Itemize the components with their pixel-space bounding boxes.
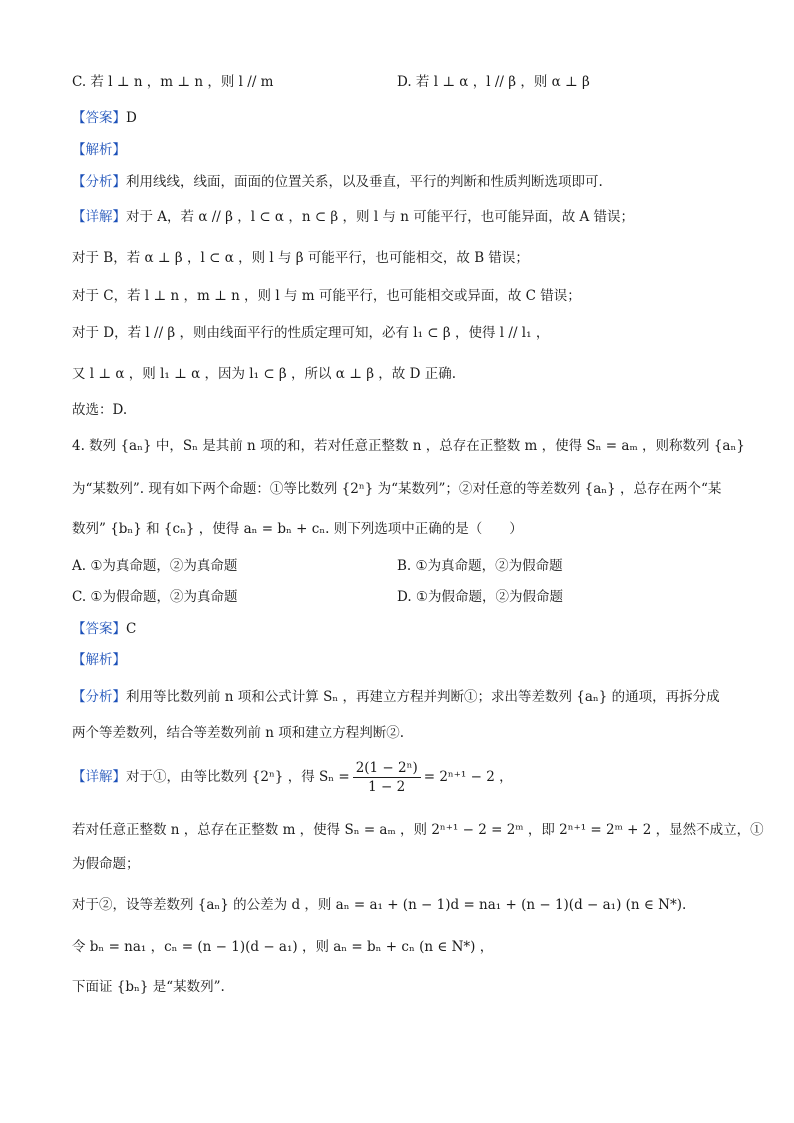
q4-detail-2-line2: 为假命题； xyxy=(72,856,140,872)
q4-detail-1 xyxy=(72,758,513,796)
q3-option-c: C. 若 l ⊥ n ，m ⊥ n ，则 l // m xyxy=(72,74,274,90)
q3-fenxi xyxy=(72,173,603,191)
fenxi-text: 利用线线，线面，面面的位置关系，以及垂直，平行的判断和性质判断选项即可. xyxy=(126,174,603,190)
q4-option-b: B. ①为真命题，②为假命题 xyxy=(397,558,563,574)
q4-option-d: D. ①为假命题，②为假命题 xyxy=(397,589,564,605)
detail-1-pre: 对于①，由等比数列 {2ⁿ} ，得 Sₙ = xyxy=(126,769,350,785)
fenxi-text-1: 利用等比数列前 n 项和公式计算 Sₙ ，再建立方程并判断①；求出等差数列 {aₙ} 的通项，再拆分成 xyxy=(126,689,720,705)
q4-answer xyxy=(72,620,136,638)
q4-detail-5: 下面证 {bₙ} 是“某数列”. xyxy=(72,979,225,995)
analysis-label: 【解析】 xyxy=(72,652,126,668)
answer-label: 【答案】 xyxy=(72,110,126,126)
q4-stem-line3: 数列” {bₙ} 和 {cₙ} ，使得 aₙ = bₙ + cₙ. 则下列选项中正确的是（ ） xyxy=(72,521,523,537)
q3-detail-b: 对于 B，若 α ⊥ β ，l ⊂ α ，则 l 与 β 可能平行，也可能相交，故 B 错误； xyxy=(72,250,529,266)
detail-a-text: 对于 A，若 α // β ，l ⊂ α ，n ⊂ β ，则 l 与 n 可能平行，也可能异面，故 A 错误； xyxy=(126,209,635,225)
q3-option-d: D. 若 l ⊥ α ，l // β ，则 α ⊥ β xyxy=(397,74,590,90)
q3-detail-c: 对于 C，若 l ⊥ n ，m ⊥ n ，则 l 与 m 可能平行，也可能相交或异面，故 C 错误； xyxy=(72,288,581,304)
q3-detail-a xyxy=(72,208,634,226)
q4-stem-line1: 4. 数列 {aₙ} 中，Sₙ 是其前 n 项的和，若对任意正整数 n ，总存在正整数 m ，使得 Sₙ = aₘ ，则称数列 {aₙ} xyxy=(72,438,745,454)
q4-detail-2-line1: 若对任意正整数 n ，总存在正整数 m ，使得 Sₙ = aₘ ，则 2ⁿ⁺¹ − 2 = 2ᵐ ，即 2ⁿ⁺¹ = 2ᵐ + 2 ，显然不成立，① xyxy=(72,822,764,838)
q4-stem-line2: 为“某数列”. 现有如下两个命题：①等比数列 {2ⁿ} 为“某数列”；②对任意的等差数列 {aₙ} ，总存在两个“某 xyxy=(72,481,722,497)
q4-detail-4: 令 bₙ = na₁ ，cₙ = (n − 1)(d − a₁) ，则 aₙ = bₙ + cₙ (n ∈ N*) ， xyxy=(72,939,494,955)
detail-label: 【详解】 xyxy=(72,769,126,785)
q4-option-c: C. ①为假命题，②为真命题 xyxy=(72,589,238,605)
sum-fraction xyxy=(353,759,421,796)
q4-fenxi-line2: 两个等差数列，结合等差数列前 n 项和建立方程判断②. xyxy=(72,725,405,741)
q3-conclusion: 故选：D. xyxy=(72,402,128,418)
q3-analysis-heading xyxy=(72,141,126,159)
fenxi-label: 【分析】 xyxy=(72,689,126,705)
detail-label: 【详解】 xyxy=(72,209,126,225)
answer-value: C xyxy=(126,621,137,637)
detail-1-post: = 2ⁿ⁺¹ − 2 ， xyxy=(423,769,513,785)
fraction-numerator: 2(1 − 2ⁿ) xyxy=(353,759,421,778)
analysis-label: 【解析】 xyxy=(72,142,126,158)
fraction-denominator: 1 − 2 xyxy=(368,779,406,795)
q4-fenxi-line1 xyxy=(72,688,720,706)
q4-detail-3: 对于②，设等差数列 {aₙ} 的公差为 d ，则 aₙ = a₁ + (n − 1)d = na₁ + (n − 1)(d − a₁) (n ∈ N*). xyxy=(72,897,687,913)
fenxi-label: 【分析】 xyxy=(72,174,126,190)
q4-analysis-heading xyxy=(72,651,126,669)
q3-detail-d1: 对于 D，若 l // β ，则由线面平行的性质定理可知，必有 l₁ ⊂ β ，使得 l // l₁ ， xyxy=(72,325,550,341)
answer-value: D xyxy=(126,110,137,126)
q4-option-a: A. ①为真命题，②为真命题 xyxy=(72,558,238,574)
answer-label: 【答案】 xyxy=(72,621,126,637)
q3-detail-d2: 又 l ⊥ α ，则 l₁ ⊥ α ，因为 l₁ ⊂ β ，所以 α ⊥ β ，故 D 正确. xyxy=(72,366,456,382)
q3-answer xyxy=(72,109,137,127)
